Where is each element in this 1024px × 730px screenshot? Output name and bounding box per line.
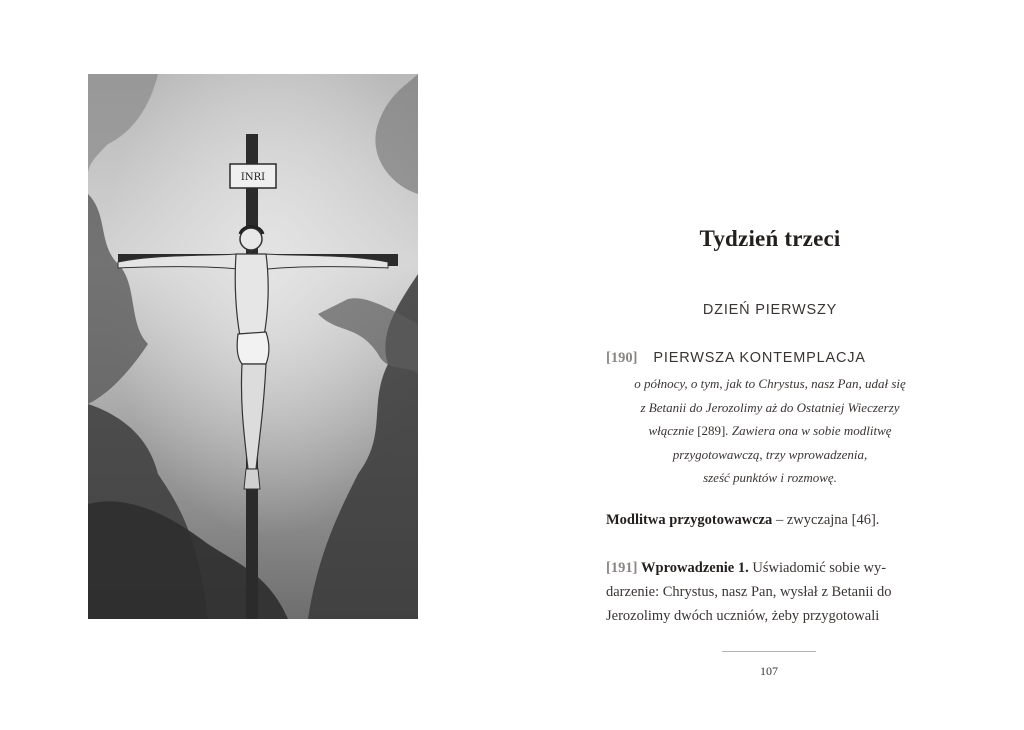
chapter-title: Tydzień trzeci (699, 226, 841, 251)
subtitle-line: sześć punktów i rozmowę. (703, 470, 837, 485)
page-number: 107 (760, 664, 778, 678)
subtitle-text: . Zawiera ona w sobie modlitwę (725, 423, 892, 438)
subtitle-line (604, 419, 936, 443)
body-line: darzenie: Chrystus, nasz Pan, wysłał z Betanii do (606, 584, 892, 600)
right-page (604, 0, 936, 730)
day-title: DZIEŃ PIERWSZY (702, 302, 838, 318)
crucifix-icon (88, 74, 418, 619)
section-title: PIERWSZA KONTEMPLACJA (653, 350, 866, 366)
subtitle-line: o północy, o tym, jak to Chrystus, nasz Pan, udał się (634, 376, 906, 391)
cross-reference: [289] (697, 423, 726, 438)
inri-inscription: INRI (240, 172, 266, 183)
footer-divider (722, 651, 816, 652)
subtitle-line: z Betanii do Jerozolimy aż do Ostatniej Wieczerzy (640, 399, 900, 415)
subtitle-line: przygotowawczą, trzy wprowadzenia, (672, 446, 868, 462)
prep-prayer-label: Modlitwa przygotowawcza (606, 512, 773, 528)
section-subtitle (604, 372, 936, 490)
prep-prayer-text: – zwyczajna [46]. (772, 512, 880, 528)
crucifix-illustration (88, 74, 418, 619)
paragraph-number: [191] (606, 560, 638, 576)
subtitle-text: włącznie (648, 423, 694, 438)
body-line: Jerozolimy dwóch uczniów, żeby przygotowali (606, 608, 880, 624)
body-line (606, 556, 938, 580)
preparatory-prayer (606, 512, 936, 529)
paragraph-191 (606, 556, 938, 628)
body-text: Uświadomić sobie wy- (748, 560, 887, 576)
prelude-label: Wprowadzenie 1. (641, 560, 749, 576)
paragraph-number: [190] (606, 350, 638, 366)
section-heading (606, 350, 936, 367)
